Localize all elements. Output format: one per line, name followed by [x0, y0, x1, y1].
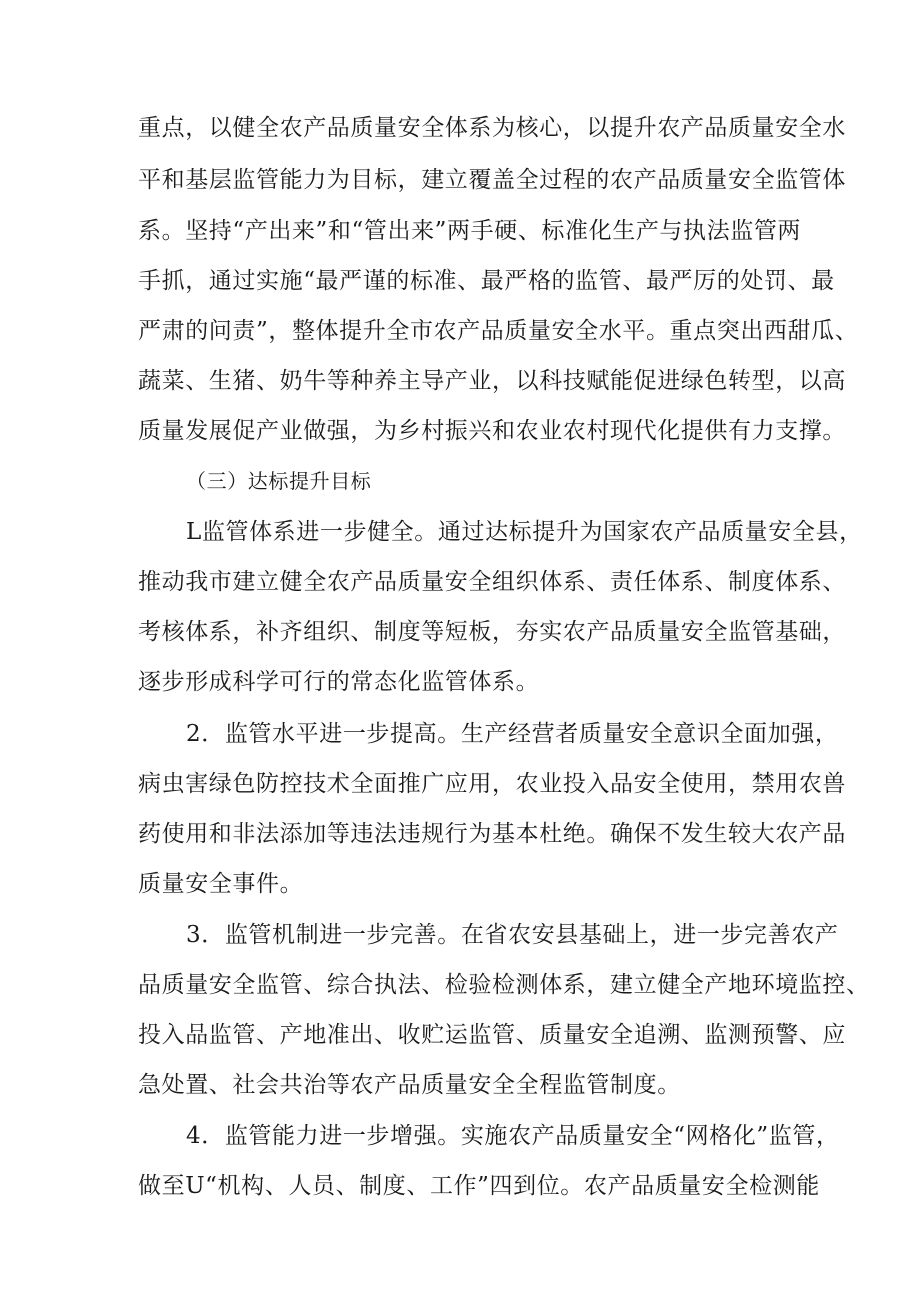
text-line: 质量发展促产业做强，为乡村振兴和农业农村现代化提供有力支撑。: [138, 418, 846, 444]
paragraph-start-line: 3．监管机制进一步完善。在省农安县基础上，进一步完善农产: [186, 922, 839, 948]
paragraph-start-line: L监管体系进一步健全。通过达标提升为国家农产品质量安全县，: [186, 519, 863, 545]
text-line: 手抓，通过实施“最严谨的标准、最严格的监管、最严厉的处罚、最: [138, 268, 835, 294]
text-line: 系。坚持“产出来”和“管出来”两手硬、标准化生产与执法监管两: [138, 218, 802, 244]
text-line: 严肃的问责”，整体提升全市农产品质量安全水平。重点突出西甜瓜、: [138, 318, 859, 344]
text-line: 推动我市建立健全农产品质量安全组织体系、责任体系、制度体系、: [138, 569, 846, 595]
text-line: 品质量安全监管、综合执法、检验检测体系，建立健全产地环境监控、: [138, 972, 870, 998]
text-line: 投入品监管、产地准出、收贮运监管、质量安全追溯、监测预警、应: [138, 1022, 846, 1048]
text-line: 蔬菜、生猪、奶牛等种养主导产业，以科技赋能促进绿色转型，以高: [138, 368, 846, 394]
text-line: 逐步形成科学可行的常态化监管体系。: [138, 669, 540, 695]
text-line: 质量安全事件。: [138, 871, 304, 897]
paragraph-start-line: 4．监管能力进一步增强。实施农产品质量安全“网格化”监管，: [186, 1123, 840, 1149]
text-line: 重点，以健全农产品质量安全体系为核心，以提升农产品质量安全水: [138, 115, 846, 141]
section-heading: （三）达标提升目标: [186, 469, 372, 493]
text-line: 考核体系，补齐组织、制度等短板，夯实农产品质量安全监管基础，: [138, 619, 846, 645]
text-line: 做至U“机构、人员、制度、工作”四到位。农产品质量安全检测能: [138, 1173, 820, 1199]
text-line: 药使用和非法添加等违法违规行为基本杜绝。确保不发生较大农产品: [138, 821, 846, 847]
text-line: 平和基层监管能力为目标，建立覆盖全过程的农产品质量安全监管体: [138, 167, 846, 193]
paragraph-start-line: 2．监管水平进一步提高。生产经营者质量安全意识全面加强，: [186, 721, 839, 747]
text-line: 病虫害绿色防控技术全面推广应用，农业投入品安全使用，禁用农兽: [138, 771, 846, 797]
text-line: 急处置、社会共治等农产品质量安全全程监管制度。: [138, 1072, 681, 1098]
